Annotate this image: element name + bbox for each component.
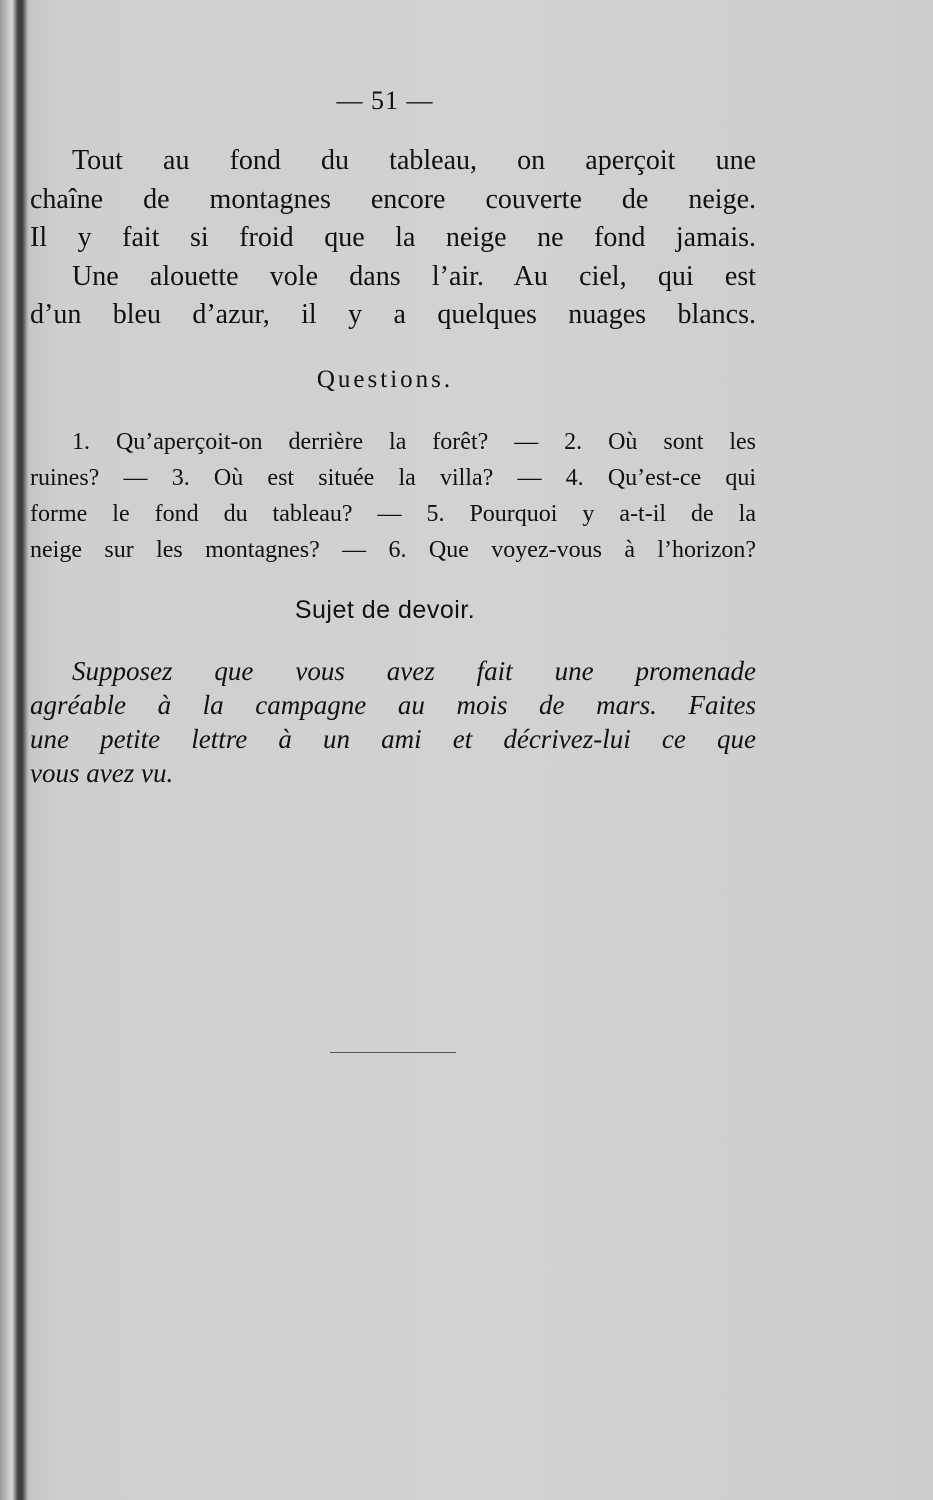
text-line: Une alouette vole dans l’air. Au ciel, qui est xyxy=(72,260,756,292)
devoir-line: vous avez vu. xyxy=(30,758,174,788)
text-line: d’un bleu d’azur, il y a quelques nuages blancs. xyxy=(30,299,756,330)
end-rule xyxy=(330,1052,456,1053)
question-line: neige sur les montagnes? — 6. Que voyez-vous à l’horizon? xyxy=(30,537,756,563)
page-number: — 51 — xyxy=(336,86,434,115)
devoir-heading: Sujet de devoir. xyxy=(294,596,476,624)
devoir-paragraph xyxy=(30,654,756,790)
question-line: 1. Qu’aperçoit-on derrière la forêt? — 2. Où sont les xyxy=(72,429,756,455)
intro-paragraph xyxy=(30,142,756,335)
devoir-line: une petite lettre à un ami et décrivez-lui ce que xyxy=(30,724,756,754)
questions-paragraph xyxy=(30,424,756,568)
devoir-line: agréable à la campagne au mois de mars. Faites xyxy=(30,690,756,720)
question-line: forme le fond du tableau? — 5. Pourquoi y a-t-il de la xyxy=(30,501,756,527)
text-line: Tout au fond du tableau, on aperçoit une xyxy=(72,145,756,176)
text-line: chaîne de montagnes encore couverte de neige. xyxy=(30,183,756,215)
question-line: ruines? — 3. Où est située la villa? — 4. Qu’est-ce qui xyxy=(30,465,756,491)
book-spine-shadow xyxy=(0,0,30,1500)
questions-heading: Questions. xyxy=(316,366,454,393)
devoir-line: Supposez que vous avez fait une promenade xyxy=(72,656,756,686)
text-line: Il y fait si froid que la neige ne fond jamais. xyxy=(30,222,756,253)
